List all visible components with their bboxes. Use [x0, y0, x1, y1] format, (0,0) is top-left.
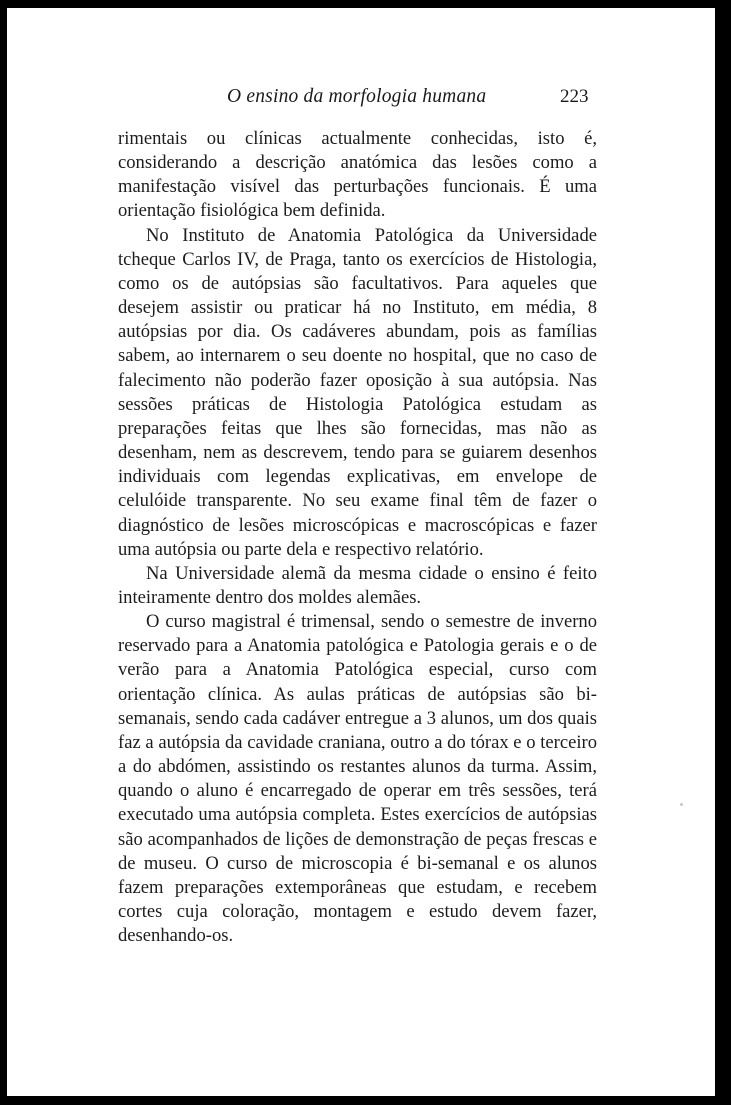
paragraph: Na Universidade alemã da mesma cidade o ensino é feito inteiramente dentro dos moldes alemães. — [118, 562, 597, 608]
body-text — [118, 127, 597, 948]
paragraph: No Instituto de Anatomia Patológica da Universidade tcheque Carlos IV, de Praga, tanto os exercícios de Histologia, como os de autópsias são facultativos. Para aqueles que desejem assistir ou praticar há no Instituto, em média, 8 autópsias por dia. Os cadáveres abundam, pois as famílias sabem, ao internarem o seu doente no hospital, que no caso de falecimento não poderão fazer oposição à sua autópsia. Nas sessões práticas de Histologia Patológica estudam as preparações feitas que lhes são fornecidas, mas não as desenham, nem as descrevem, tendo para se guiarem desenhos individuais com legendas explicativas, em envelope de celulóide transparente. No seu exame final têm de fazer o diagnóstico de lesões microscópicas e macroscópicas e fazer uma autópsia ou parte dela e respectivo relatório. — [118, 224, 597, 560]
paragraph: O curso magistral é trimensal, sendo o semestre de inverno reservado para a Anatomia patológica e Patologia gerais e o de verão para a Anatomia Patológica especial, curso com orientação clínica. As aulas práticas de autópsias são bi-semanais, sendo cada cadáver entregue a 3 alunos, um dos quais faz a autópsia da cavidade craniana, outro a do tórax e o terceiro a do abdómen, assistindo os restantes alunos da turma. Assim, quando o aluno é encarregado de operar em três sessões, terá executado uma autópsia completa. Estes exercícios de autópsias são acompanhados de lições de demonstração de peças frescas e de museu. O curso de microscopia é bi-semanal e os alunos fazem preparações extemporâneas que estudam, e recebem cortes cuja coloração, montagem e estudo devem fazer, desenhando-os. — [118, 611, 597, 947]
page-header — [7, 86, 715, 114]
running-title: O ensino da morfologia humana — [227, 86, 487, 107]
paragraph: rimentais ou clínicas actualmente conhecidas, isto é, considerando a descrição anatómica das lesões como a manifestação visível das perturbações funcionais. É uma orientação fisiológica bem definida. — [118, 128, 597, 222]
page-number: 223 — [560, 86, 589, 107]
paper-speck — [680, 803, 683, 806]
document-page — [7, 8, 715, 1096]
